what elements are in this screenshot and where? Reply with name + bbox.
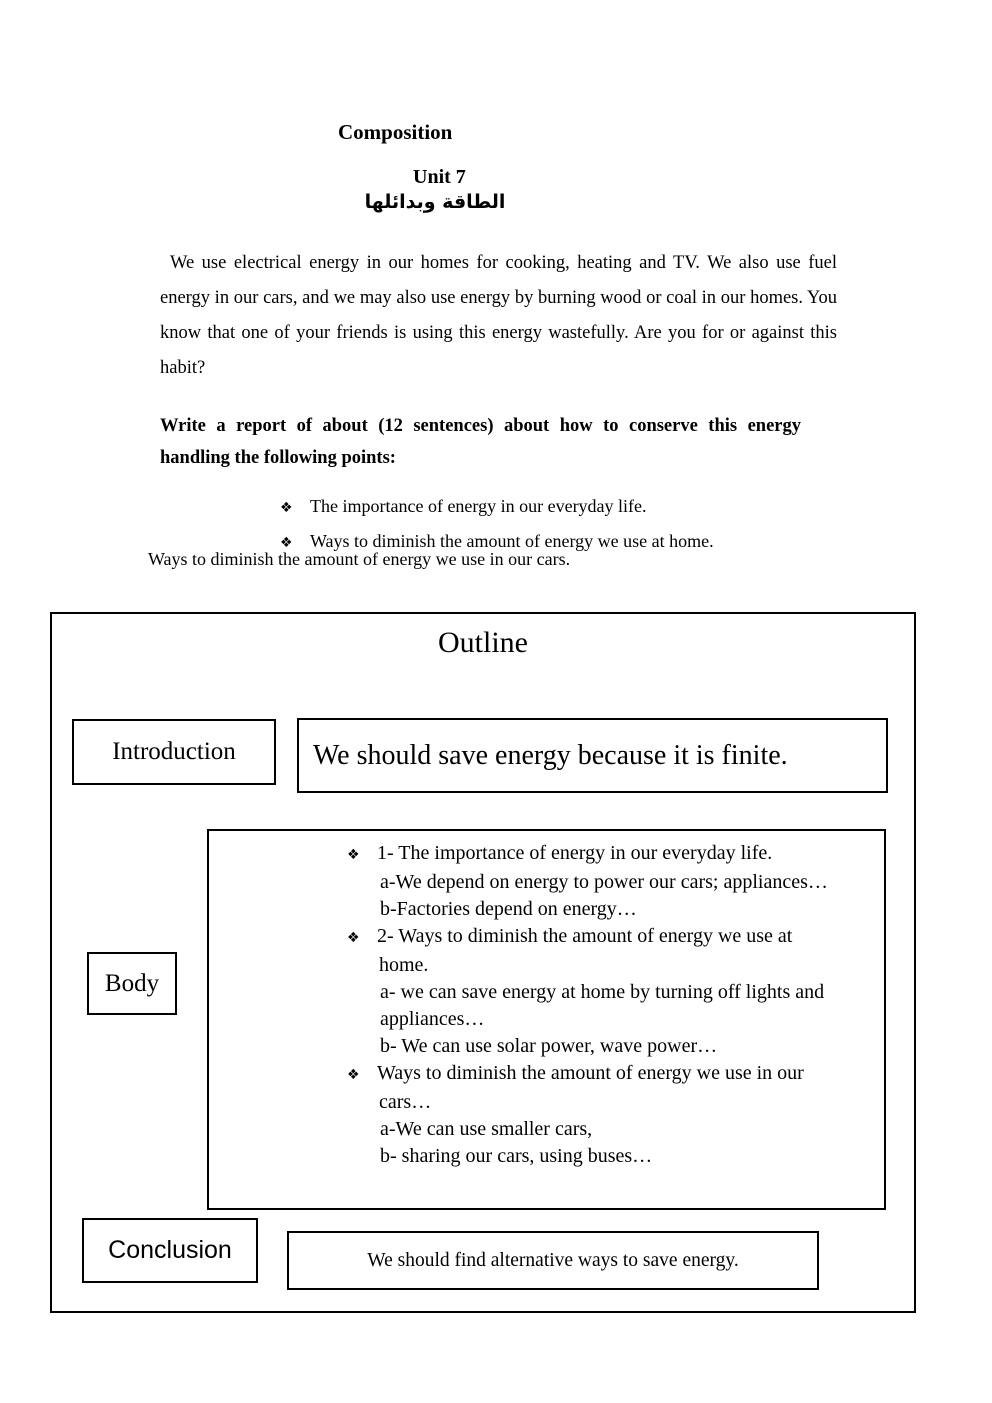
body-item-text: b-Factories depend on energy… <box>380 898 637 920</box>
outline-title: Outline <box>438 626 528 659</box>
list-item <box>347 1143 842 1170</box>
list-item <box>280 490 714 525</box>
point-text: Ways to diminish the amount of energy we use at home. <box>310 531 714 551</box>
list-item <box>347 1033 842 1060</box>
point-text: The importance of energy in our everyday life. <box>310 496 647 516</box>
conclusion-content-box <box>287 1231 819 1290</box>
introduction-text: We should save energy because it is finite. <box>313 739 788 771</box>
body-item-text: 1- The importance of energy in our everyday life. <box>377 842 773 864</box>
introduction-label: Introduction <box>112 738 236 765</box>
unit-title: Unit 7 <box>413 166 466 188</box>
outline-box <box>50 612 916 1313</box>
body-item-text: a-We depend on energy to power our cars; appliances… <box>380 871 828 893</box>
diamond-bullet-icon: ❖ <box>347 847 360 863</box>
list-item <box>347 979 842 1033</box>
introduction-label-box <box>72 719 276 785</box>
conclusion-text: We should find alternative ways to save energy. <box>367 1249 739 1271</box>
conclusion-label: Conclusion <box>108 1236 232 1264</box>
body-label-box <box>87 952 177 1015</box>
body-item-text: b- We can use solar power, wave power… <box>380 1035 718 1057</box>
diamond-bullet-icon: ❖ <box>280 500 293 516</box>
body-content-box <box>207 829 886 1210</box>
list-item <box>347 840 842 869</box>
point-text-unbulleted: Ways to diminish the amount of energy we use in our cars. <box>148 549 571 569</box>
doc-title: Composition <box>338 120 453 144</box>
body-label: Body <box>104 969 160 997</box>
list-item <box>347 1116 842 1143</box>
body-item-text: Ways to diminish the amount of energy we use in our cars… <box>377 1062 804 1113</box>
list-item <box>347 869 842 896</box>
diamond-bullet-icon: ❖ <box>347 930 360 946</box>
body-item-text: a-We can use smaller cars, <box>380 1118 593 1140</box>
body-item-text: b- sharing our cars, using buses… <box>380 1145 653 1167</box>
intro-paragraph: We use electrical energy in our homes for cooking, heating and TV. We also use fuel energy in our cars, and we may also use energy by burning wood or coal in our homes. You know that one of your friends is using this energy wastefully. Are you for or against this habit? <box>160 253 837 378</box>
arabic-title: الطاقة وبدائلها <box>364 191 506 213</box>
diamond-bullet-icon: ❖ <box>347 1067 360 1083</box>
conclusion-label-box <box>82 1218 258 1283</box>
list-item <box>347 1060 842 1116</box>
list-item <box>347 923 842 979</box>
diamond-bullet-icon: ❖ <box>280 535 293 551</box>
body-item-text: a- we can save energy at home by turning off lights and appliances… <box>380 981 825 1030</box>
instruction-paragraph: Write a report of about (12 sentences) about how to conserve this energy handling the following points: <box>160 416 801 468</box>
list-item <box>347 896 842 923</box>
body-item-text: 2- Ways to diminish the amount of energy we use at home. <box>377 925 793 976</box>
introduction-content-box <box>297 718 888 793</box>
